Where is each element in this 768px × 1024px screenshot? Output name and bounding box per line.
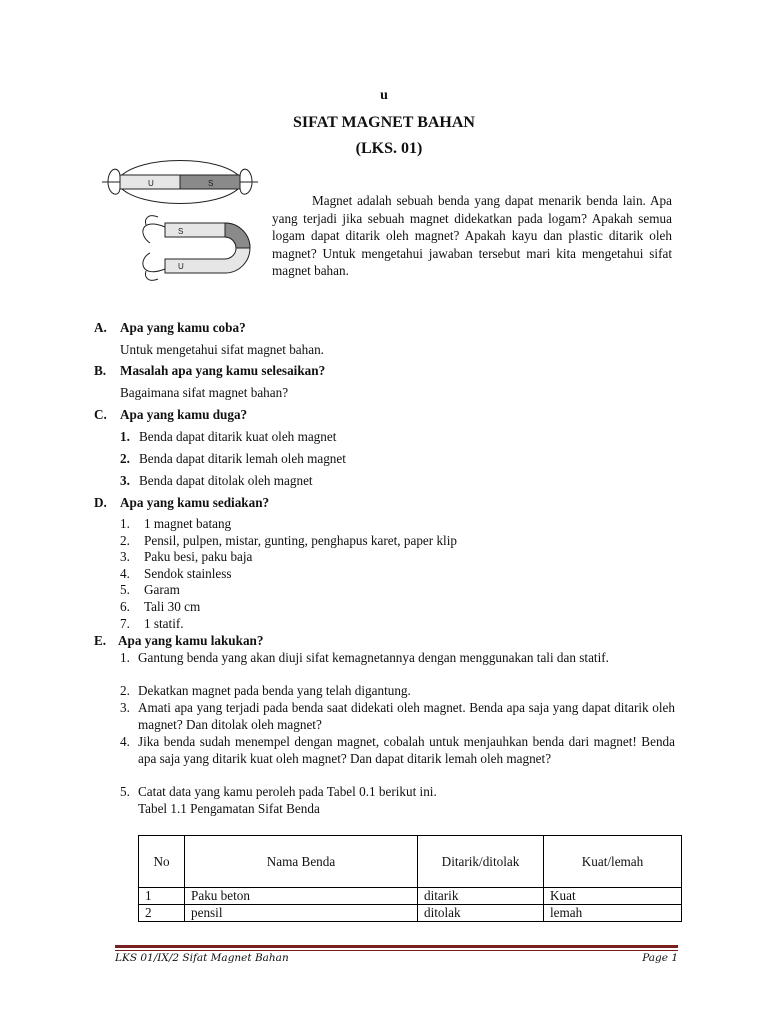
hypothesis-num: 3.: [120, 473, 130, 488]
material-num: 6.: [120, 599, 130, 614]
table-header-cell: Kuat/lemah: [544, 836, 682, 888]
step-num: 1.: [120, 650, 130, 665]
section-b-answer: Bagaimana sifat magnet bahan?: [120, 385, 289, 400]
hypothesis-item: Benda dapat ditarik kuat oleh magnet: [139, 429, 337, 444]
step-item: Dekatkan magnet pada benda yang telah digantung.: [138, 683, 411, 698]
step-item: Amati apa yang terjadi pada benda saat didekati oleh magnet. Benda apa saja yang dapat ditarik oleh magnet? Dan ditolak oleh magnet?: [138, 700, 675, 732]
section-e-title: Apa yang kamu lakukan?: [118, 633, 264, 648]
material-num: 7.: [120, 616, 130, 631]
material-item: Tali 30 cm: [144, 599, 201, 614]
bar-right-label: S: [208, 179, 214, 188]
material-num: 3.: [120, 549, 130, 564]
footer-rule-thin: [115, 950, 678, 951]
table-cell: ditolak: [418, 905, 544, 922]
section-c-letter: C.: [94, 407, 107, 422]
material-num: 4.: [120, 566, 130, 581]
step-item: Jika benda sudah menempel dengan magnet, cobalah untuk menjauhkan benda dari magnet! Benda apa saja yang ditarik kuat oleh magnet? Dan dapat ditarik lemah oleh magnet?: [138, 734, 675, 766]
table-cell: ditarik: [418, 888, 544, 905]
footer-doc-id: LKS 01/IX/2 Sifat Magnet Bahan: [115, 952, 289, 964]
table-cell: pensil: [185, 905, 418, 922]
table-cell: 1: [139, 888, 185, 905]
step-num: 3.: [120, 700, 130, 715]
material-item: Garam: [144, 582, 180, 597]
hypothesis-item: Benda dapat ditarik lemah oleh magnet: [139, 451, 346, 466]
section-a-title: Apa yang kamu coba?: [120, 320, 246, 335]
hypothesis-num: 2.: [120, 451, 130, 466]
material-item: Sendok stainless: [144, 566, 232, 581]
table-header-cell: Ditarik/ditolak: [418, 836, 544, 888]
footer-page-number: Page 1: [642, 952, 678, 964]
bar-left-label: U: [148, 179, 154, 188]
table-cell: Kuat: [544, 888, 682, 905]
step-item: Gantung benda yang akan diuji sifat kemagnetannya dengan menggunakan tali dan statif.: [138, 650, 609, 665]
page-subtitle: (LKS. 01): [355, 140, 423, 157]
section-a-letter: A.: [94, 320, 107, 335]
horseshoe-top-label: S: [178, 227, 184, 236]
observation-table: [138, 835, 682, 922]
material-num: 2.: [120, 533, 130, 548]
table-cell: Paku beton: [185, 888, 418, 905]
table-row: [139, 888, 682, 905]
section-d-title: Apa yang kamu sediakan?: [120, 495, 270, 510]
material-num: 1.: [120, 516, 130, 531]
stray-mark: u: [380, 88, 388, 103]
table-row: [139, 905, 682, 922]
table-caption: Tabel 1.1 Pengamatan Sifat Benda: [138, 801, 320, 816]
section-c-title: Apa yang kamu duga?: [120, 407, 248, 422]
step-num: 2.: [120, 683, 130, 698]
magnet-illustration: [100, 155, 260, 285]
footer-rule-thick: [115, 945, 678, 948]
table-header-cell: Nama Benda: [185, 836, 418, 888]
section-b-title: Masalah apa yang kamu selesaikan?: [120, 363, 326, 378]
horseshoe-bottom-label: U: [178, 262, 184, 271]
material-item: 1 magnet batang: [144, 516, 232, 531]
material-item: Pensil, pulpen, mistar, gunting, penghapus karet, paper klip: [144, 533, 457, 548]
section-a-answer: Untuk mengetahui sifat magnet bahan.: [120, 342, 324, 357]
step-num: 5.: [120, 784, 130, 799]
intro-paragraph: Magnet adalah sebuah benda yang dapat menarik benda lain. Apa yang terjadi jika sebuah magnet didekatkan pada logam? Apakah semua logam dapat ditarik oleh magnet? Apakah kayu dan plastic ditarik oleh magnet? Untuk mengetahui jawaban tersebut mari kita mengetahui sifat magnet bahan.: [272, 193, 672, 278]
step-item: Catat data yang kamu peroleh pada Tabel 0.1 berikut ini.: [138, 784, 437, 799]
material-item: Paku besi, paku baja: [144, 549, 253, 564]
material-item: 1 statif.: [144, 616, 184, 631]
section-b-letter: B.: [94, 363, 107, 378]
section-d-letter: D.: [94, 495, 107, 510]
section-e-letter: E.: [94, 633, 107, 648]
table-header-cell: No: [139, 836, 185, 888]
material-num: 5.: [120, 582, 130, 597]
table-cell: lemah: [544, 905, 682, 922]
step-num: 4.: [120, 734, 130, 749]
table-header-row: [139, 836, 682, 888]
hypothesis-item: Benda dapat ditolak oleh magnet: [139, 473, 313, 488]
page-title: SIFAT MAGNET BAHAN: [293, 114, 475, 131]
hypothesis-num: 1.: [120, 429, 130, 444]
table-cell: 2: [139, 905, 185, 922]
